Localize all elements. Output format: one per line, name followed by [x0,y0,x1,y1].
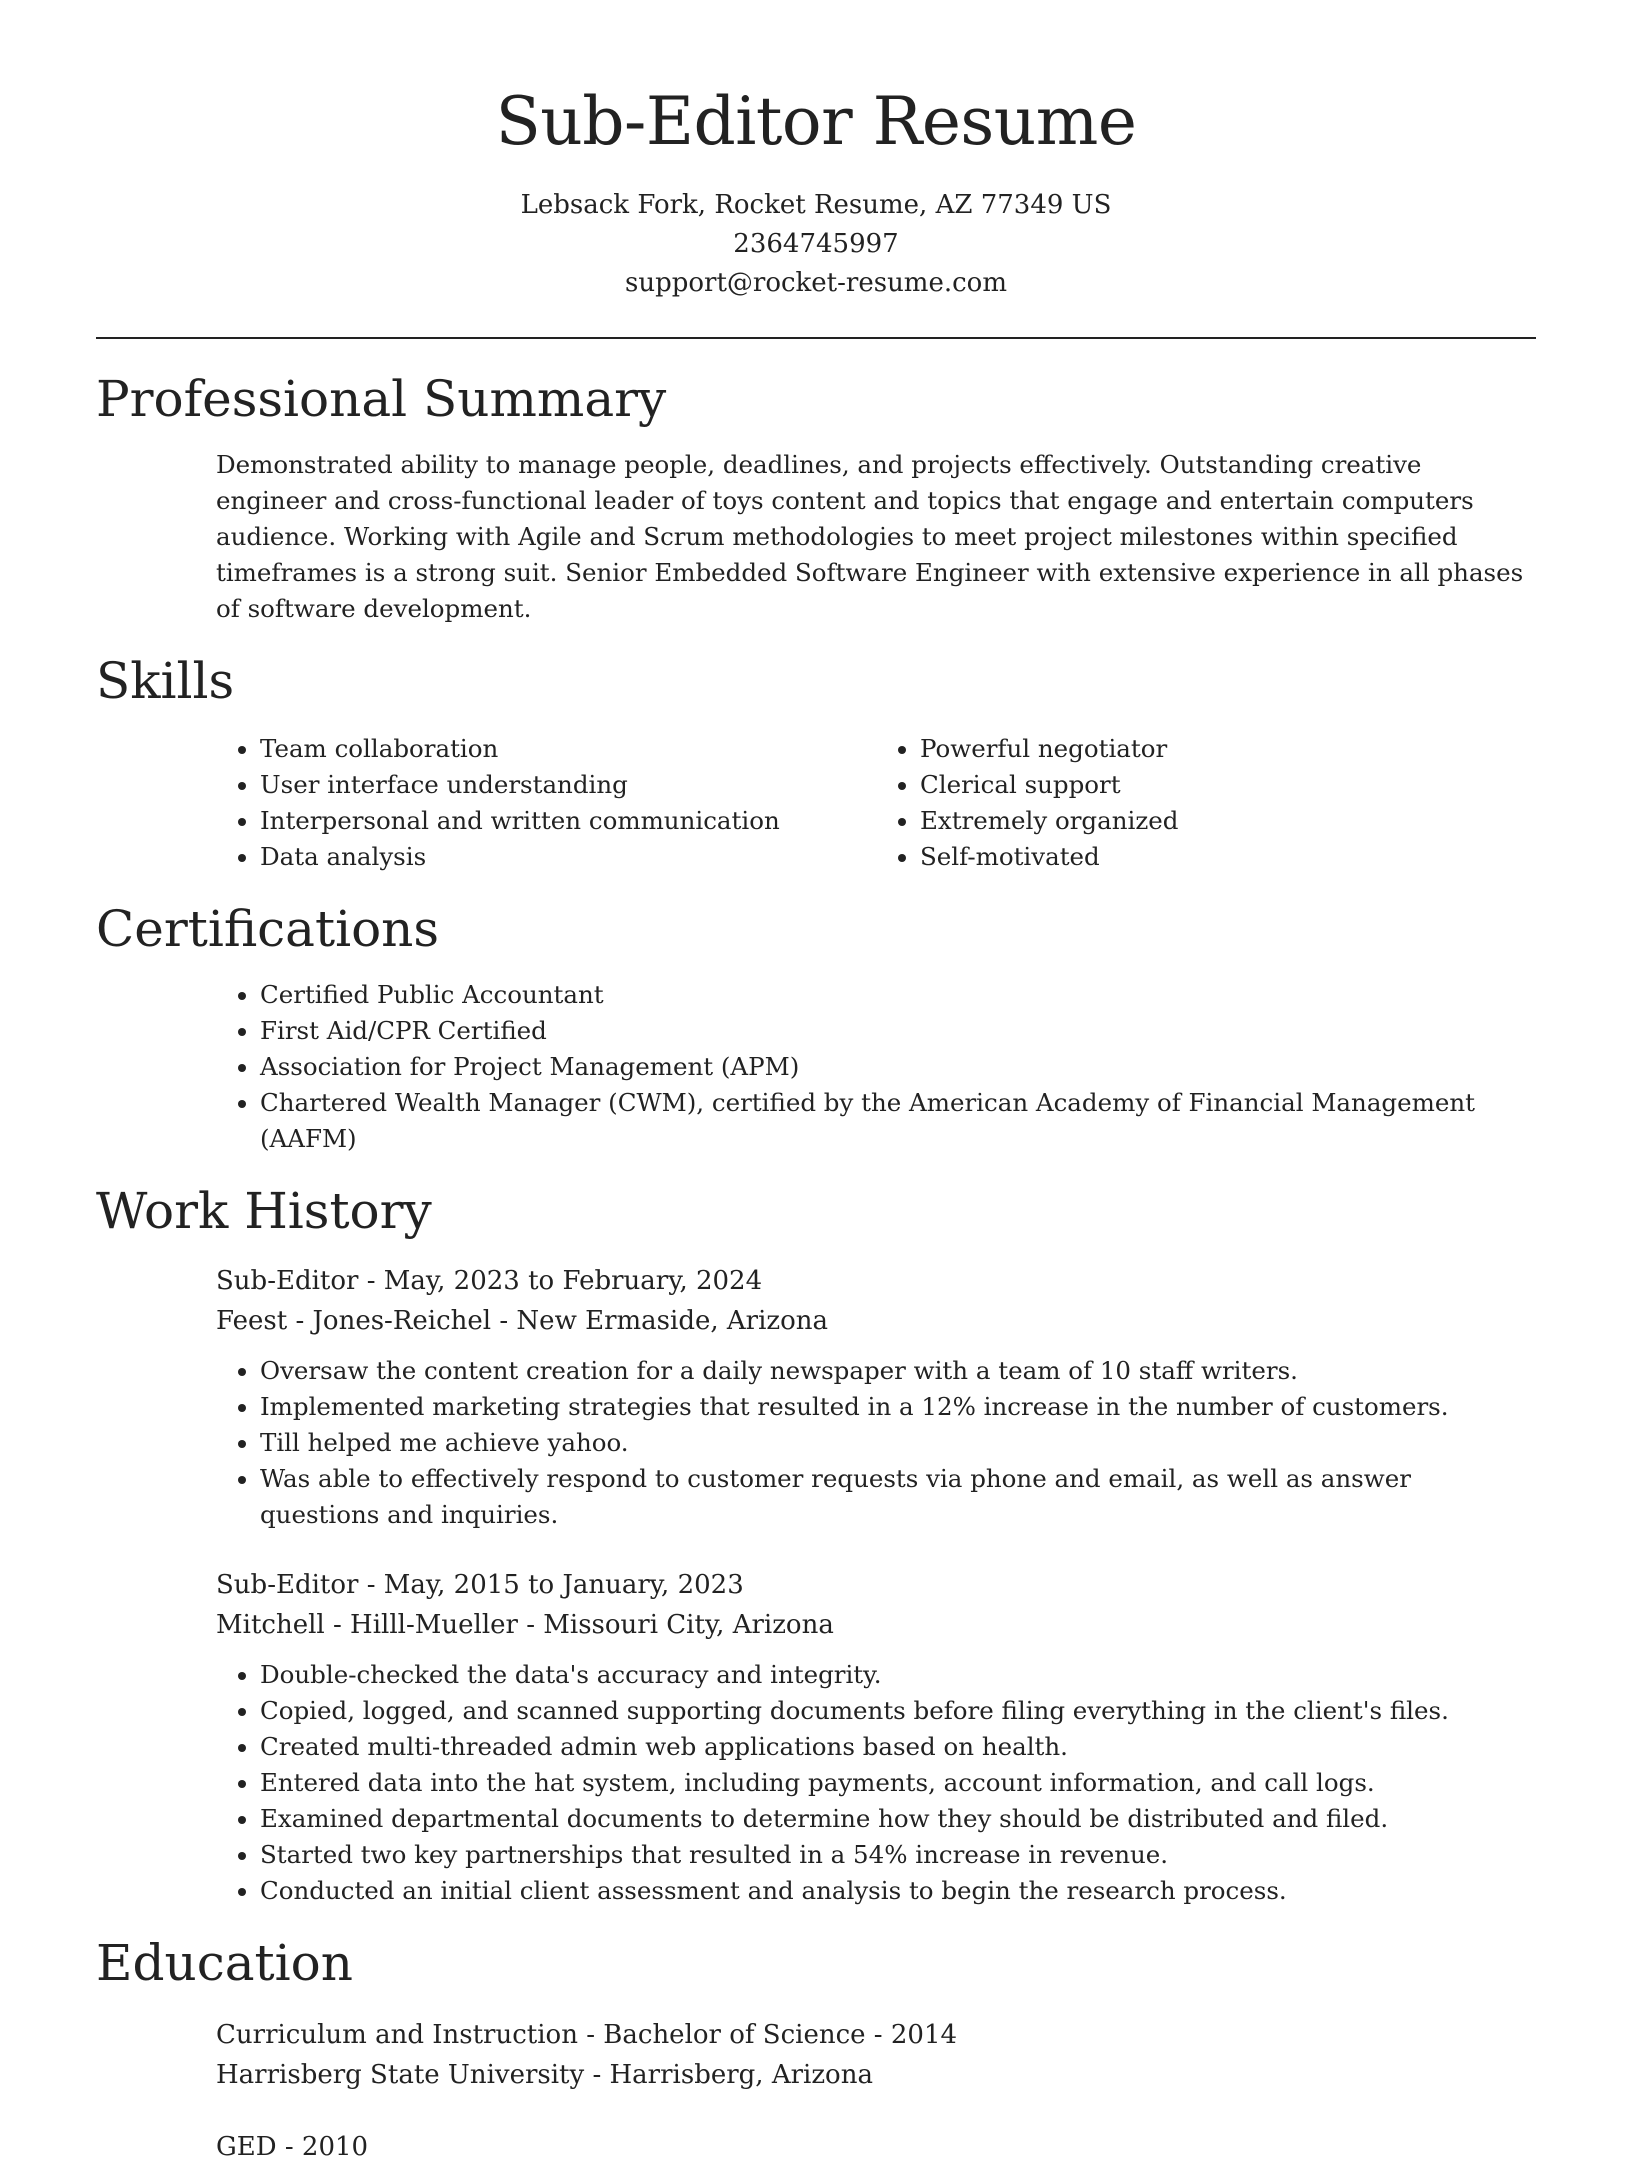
job-bullet: • Started two key partnerships that resulted in a 54% increase in revenue. [260,1837,1536,1873]
skill-item: • Self-motivated [920,839,1536,875]
job-company-line: Mitchell - Hilll-Mueller - Missouri City, Arizona [216,1609,834,1640]
job-bullets [216,1353,1536,1533]
education-entry [216,2015,1536,2095]
certifications-section [96,899,1536,1157]
education-degree-line: Curriculum and Instruction - Bachelor of Science - 2014 [216,2019,958,2050]
job-bullet: • Till helped me achieve yahoo. [260,1425,1536,1461]
skills-heading: Skills [96,651,235,710]
job-bullet: • Entered data into the hat system, including payments, account information, and call logs. [260,1765,1536,1801]
certification-item: • Certified Public Accountant [260,977,1536,1013]
certifications-heading: Certifications [96,899,440,958]
skills-list-right [876,731,1536,875]
job-entry [216,1565,1536,1909]
work-history-heading: Work History [96,1181,432,1240]
job-bullet: • Implemented marketing strategies that resulted in a 12% increase in the number of customers. [260,1389,1536,1425]
skills-section [96,651,1536,875]
certification-item: • First Aid/CPR Certified [260,1013,1536,1049]
job-bullets [216,1657,1536,1909]
job-bullet: • Examined departmental documents to determine how they should be distributed and filed. [260,1801,1536,1837]
skill-item: • Powerful negotiator [920,731,1536,767]
skill-item: • Team collaboration [260,731,876,767]
job-bullet: • Conducted an initial client assessment and analysis to begin the research process. [260,1873,1536,1909]
skill-item: • Data analysis [260,839,876,875]
education-degree-line: GED - 2010 [216,2131,369,2162]
education-heading: Education [96,1933,353,1992]
education-school-line: Harrisberg State University - Harrisberg, Arizona [216,2059,873,2090]
certifications-list [216,977,1536,1157]
work-history-section [96,1181,1536,1909]
skills-grid [216,731,1536,875]
job-entry [216,1261,1536,1533]
job-bullet: • Copied, logged, and scanned supporting documents before filing everything in the client's files. [260,1693,1536,1729]
contact-email: support@rocket-resume.com [624,267,1007,298]
header-divider [96,337,1536,339]
job-company-line: Feest - Jones-Reichel - New Ermaside, Arizona [216,1305,828,1336]
certification-item: • Association for Project Management (APM) [260,1049,1536,1085]
job-bullet: • Was able to effectively respond to customer requests via phone and email, as well as answer questions and inquiries. [260,1461,1536,1533]
job-bullet: • Created multi-threaded admin web applications based on health. [260,1729,1536,1765]
contact-address: Lebsack Fork, Rocket Resume, AZ 77349 US [520,189,1112,220]
certification-item: • Chartered Wealth Manager (CWM), certified by the American Academy of Financial Management (AAFM) [260,1085,1536,1157]
resume-title: Sub-Editor Resume [495,83,1137,160]
skill-item: • Interpersonal and written communication [260,803,876,839]
education-section [96,1933,1536,2167]
job-bullet: • Oversaw the content creation for a daily newspaper with a team of 10 staff writers. [260,1353,1536,1389]
skill-item: • Clerical support [920,767,1536,803]
resume-header [0,0,1632,303]
job-title-line: Sub-Editor - May, 2015 to January, 2023 [216,1569,744,1600]
summary-text: Demonstrated ability to manage people, deadlines, and projects effectively. Outstanding creative engineer and cross-functional leader of toys content and topics that engage and entertain computers audience. Working with Agile and Scrum methodologies to meet project milestones within specified timeframes is a strong suit. Senior Embedded Software Engineer with extensive experience in all phases of software development. [216,449,1524,623]
skills-list-left [216,731,876,875]
education-entry [216,2127,1536,2167]
skill-item: • User interface understanding [260,767,876,803]
summary-section [96,369,1536,627]
job-bullet: • Double-checked the data's accuracy and integrity. [260,1657,1536,1693]
skill-item: • Extremely organized [920,803,1536,839]
summary-heading: Professional Summary [96,369,667,428]
job-title-line: Sub-Editor - May, 2023 to February, 2024 [216,1265,763,1296]
contact-phone: 2364745997 [733,228,899,259]
contact-block [0,186,1632,303]
